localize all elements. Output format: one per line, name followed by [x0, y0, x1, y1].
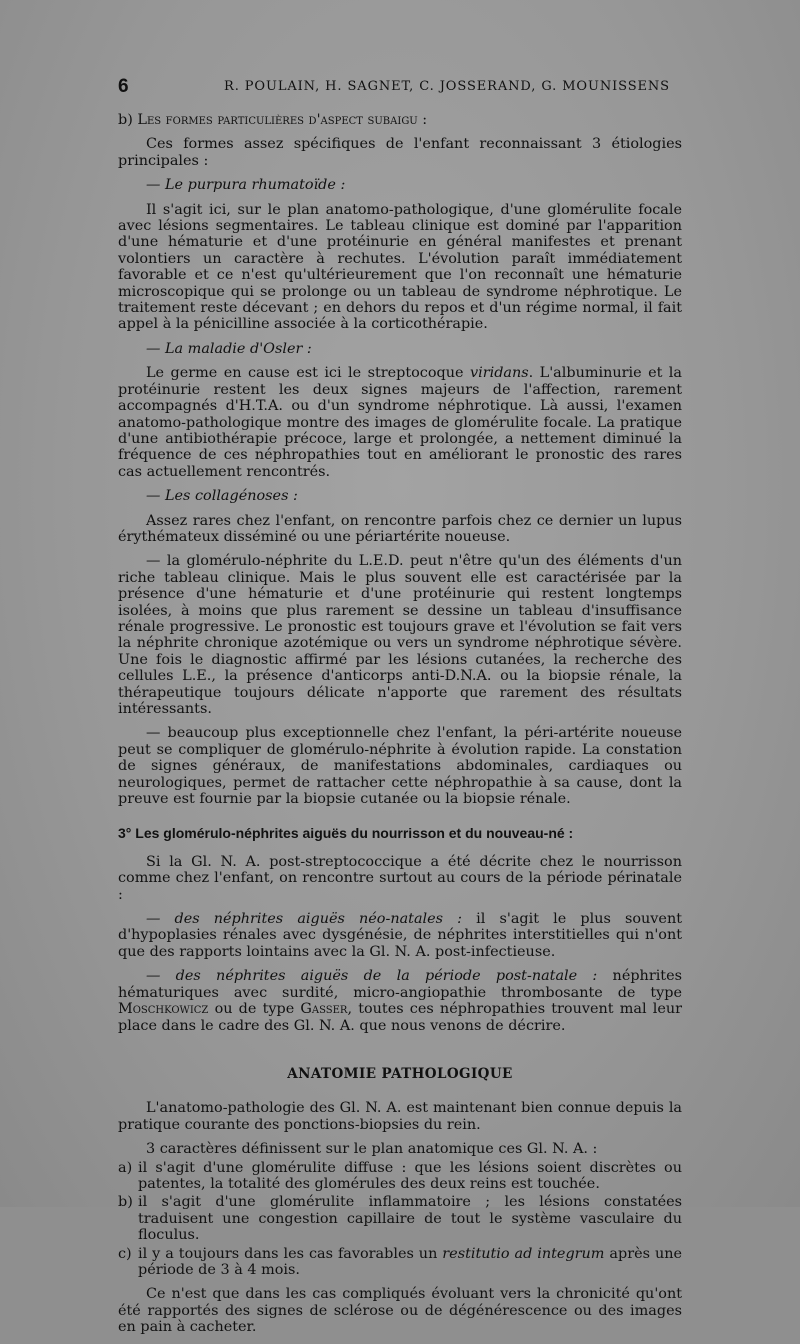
page-body [118, 112, 682, 1344]
item-2-text-2: ou de type [208, 1001, 301, 1018]
collagenoses-paragraph-2: — la glomérulo-néphrite du L.E.D. peut n'être qu'un des éléments d'un riche tableau clinique. Mais le plus souvent elle est caractérisée par la présence d'une hématurie et d'une protéinurie qui restent longtemps isolées, à moins que plus rarement se dessine un tableau d'insuffisance rénale progressive. Le pronostic est toujours grave et l'évolution se fait vers la néphrite chronique azotémique ou vers un syndrome néphrotique sévère. Une fois le diagnostic affirmé par les lésions cutanées, la recherche des cellules L.E., la présence d'anticorps anti-D.N.A. ou la biopsie rénale, la thérapeutique toujours délicate n'apporte que rarement des résultats intéressants. [118, 553, 682, 717]
purpura-paragraph: Il s'agit ici, sur le plan anatomo-pathologique, d'une glomérulite focale avec lésions segmentaires. Le tableau clinique est dominé par l'apparition d'une hématurie et d'une protéinurie en général manifestes et prenant volontiers un caractère à rechutes. L'évolution paraît immédiatement favorable et ce n'est qu'ultérieurement que l'on reconnaît une hématurie microscopique qui se prolonge ou un tableau de syndrome néphrotique. Le traitement reste décevant ; en dehors du repos et d'un régime normal, il fait appel à la pénicilline associée à la corticothérapie. [118, 201, 682, 333]
purpura-heading: — Le purpura rhumatoïde : [146, 177, 346, 194]
item-c-latin: restitutio ad integrum [442, 1245, 605, 1262]
item-c-text-1: il y a toujours dans les cas favorables un [138, 1245, 443, 1262]
list-marker: b) [118, 1194, 133, 1211]
item-1-label: — des néphrites aiguës néo-natales : [146, 911, 463, 928]
item-2-moschkowicz: Moschkowicz [118, 1001, 209, 1018]
anatomie-title: ANATOMIE PATHOLOGIQUE [287, 1065, 513, 1082]
section-b-title: Les formes particulières d'aspect subaigu : [137, 112, 428, 128]
list-text [138, 1246, 682, 1279]
item-1-text: il s'agit le plus souvent d'hypoplasies rénales avec dysgénésie, de néphrites interstitielles qui n'ont que des rapports lointains avec la Gl. N. A. post-infectieuse. [118, 911, 683, 960]
section-3-paragraph: Si la Gl. N. A. post-streptococcique a été décrite chez le nourrisson comme chez l'enfant, on rencontre surtout au cours de la période périnatale : [118, 853, 682, 903]
section-b-intro: Ces formes assez spécifiques de l'enfant reconnaissant 3 étiologies principales : [118, 136, 682, 169]
item-2-gasser: Gasser [300, 1001, 348, 1018]
item-2-text-3: , toutes ces néphropathies trouvent mal leur place dans le cadre des Gl. N. A. que nous venons de décrire. [118, 1001, 682, 1034]
osler-text-2: . L'albuminurie et la protéinurie restent les deux signes majeurs de l'affection, rarement accompagnés d'H.T.A. ou d'un syndrome néphrotique. Là aussi, l'examen anatomo-pathologique montre des images de glomérulite focale. La pratique d'une antibiothérapie précoce, large et prolongée, a nettement diminué la fréquence de ces néphropathies tout en améliorant le pronostic des rares cas actuellement rencontrés. [118, 365, 682, 480]
running-header [118, 76, 680, 98]
osler-viridans: viridans [469, 365, 529, 382]
anatomie-paragraph-3: Ce n'est que dans les cas compliqués évoluant vers la chronicité qu'ont été rapportés des signes de sclérose ou de dégénérescence ou des images en pain à cacheter. [118, 1286, 682, 1336]
item-2-label: — des néphrites aiguës de la période post-natale : [146, 968, 598, 985]
page-number: 6 [118, 76, 129, 97]
collagenoses-paragraph-1: Assez rares chez l'enfant, on rencontre parfois chez ce dernier un lupus érythémateux disséminé ou une périartérite noueuse. [118, 512, 682, 545]
section-3-item-2 [118, 968, 682, 1034]
section-b-heading [118, 112, 682, 128]
item-c-text-2: après une période de 3 à 4 mois. [138, 1245, 682, 1278]
osler-heading: — La maladie d'Osler : [146, 340, 312, 357]
list-item-c [118, 1246, 682, 1279]
section-b-label: b) [118, 112, 138, 128]
anatomie-paragraph-1: L'anatomo-pathologie des Gl. N. A. est maintenant bien connue depuis la pratique courante des ponctions-biopsies du rein. [118, 1100, 682, 1133]
list-item-a [118, 1160, 682, 1193]
collagenoses-paragraph-3: — beaucoup plus exceptionnelle chez l'enfant, la péri-artérite noueuse peut se compliquer de glomérulo-néphrite à évolution rapide. La constation de signes généraux, de manifestations abdominales, cardiaques ou neurologiques, permet de rattacher cette néphropathie à sa cause, dont la preuve est fournie par la biopsie cutanée ou la biopsie rénale. [118, 725, 682, 808]
osler-paragraph [118, 365, 682, 480]
section-3-heading: 3° Les glomérulo-néphrites aiguës du nourrisson et du nouveau-né : [118, 825, 574, 842]
collagenoses-heading: — Les collagénoses : [146, 488, 298, 505]
item-2-text-1: néphrites hématuriques avec surdité, micro-angiopathie thrombosante de type [118, 968, 682, 1001]
list-marker: a) [118, 1159, 133, 1176]
list-marker: c) [118, 1245, 132, 1262]
list-text: il s'agit d'une glomérulite inflammatoire ; les lésions constatées traduisent une congestion capillaire de tout le système vasculaire du floculus. [138, 1194, 682, 1244]
anatomie-paragraph-2: 3 caractères définissent sur le plan anatomique ces Gl. N. A. : [146, 1141, 598, 1158]
section-3-item-1 [118, 911, 682, 960]
list-item-b [118, 1194, 682, 1243]
running-head-authors: R. POULAIN, H. SAGNET, C. JOSSERAND, G. MOUNISSENS [224, 79, 670, 94]
osler-text-1: Le germe en cause est ici le streptocoque [146, 365, 470, 382]
list-text: il s'agit d'une glomérulite diffuse : que les lésions soient discrètes ou patentes, la totalité des glomérules des deux reins est touchée. [138, 1159, 682, 1192]
